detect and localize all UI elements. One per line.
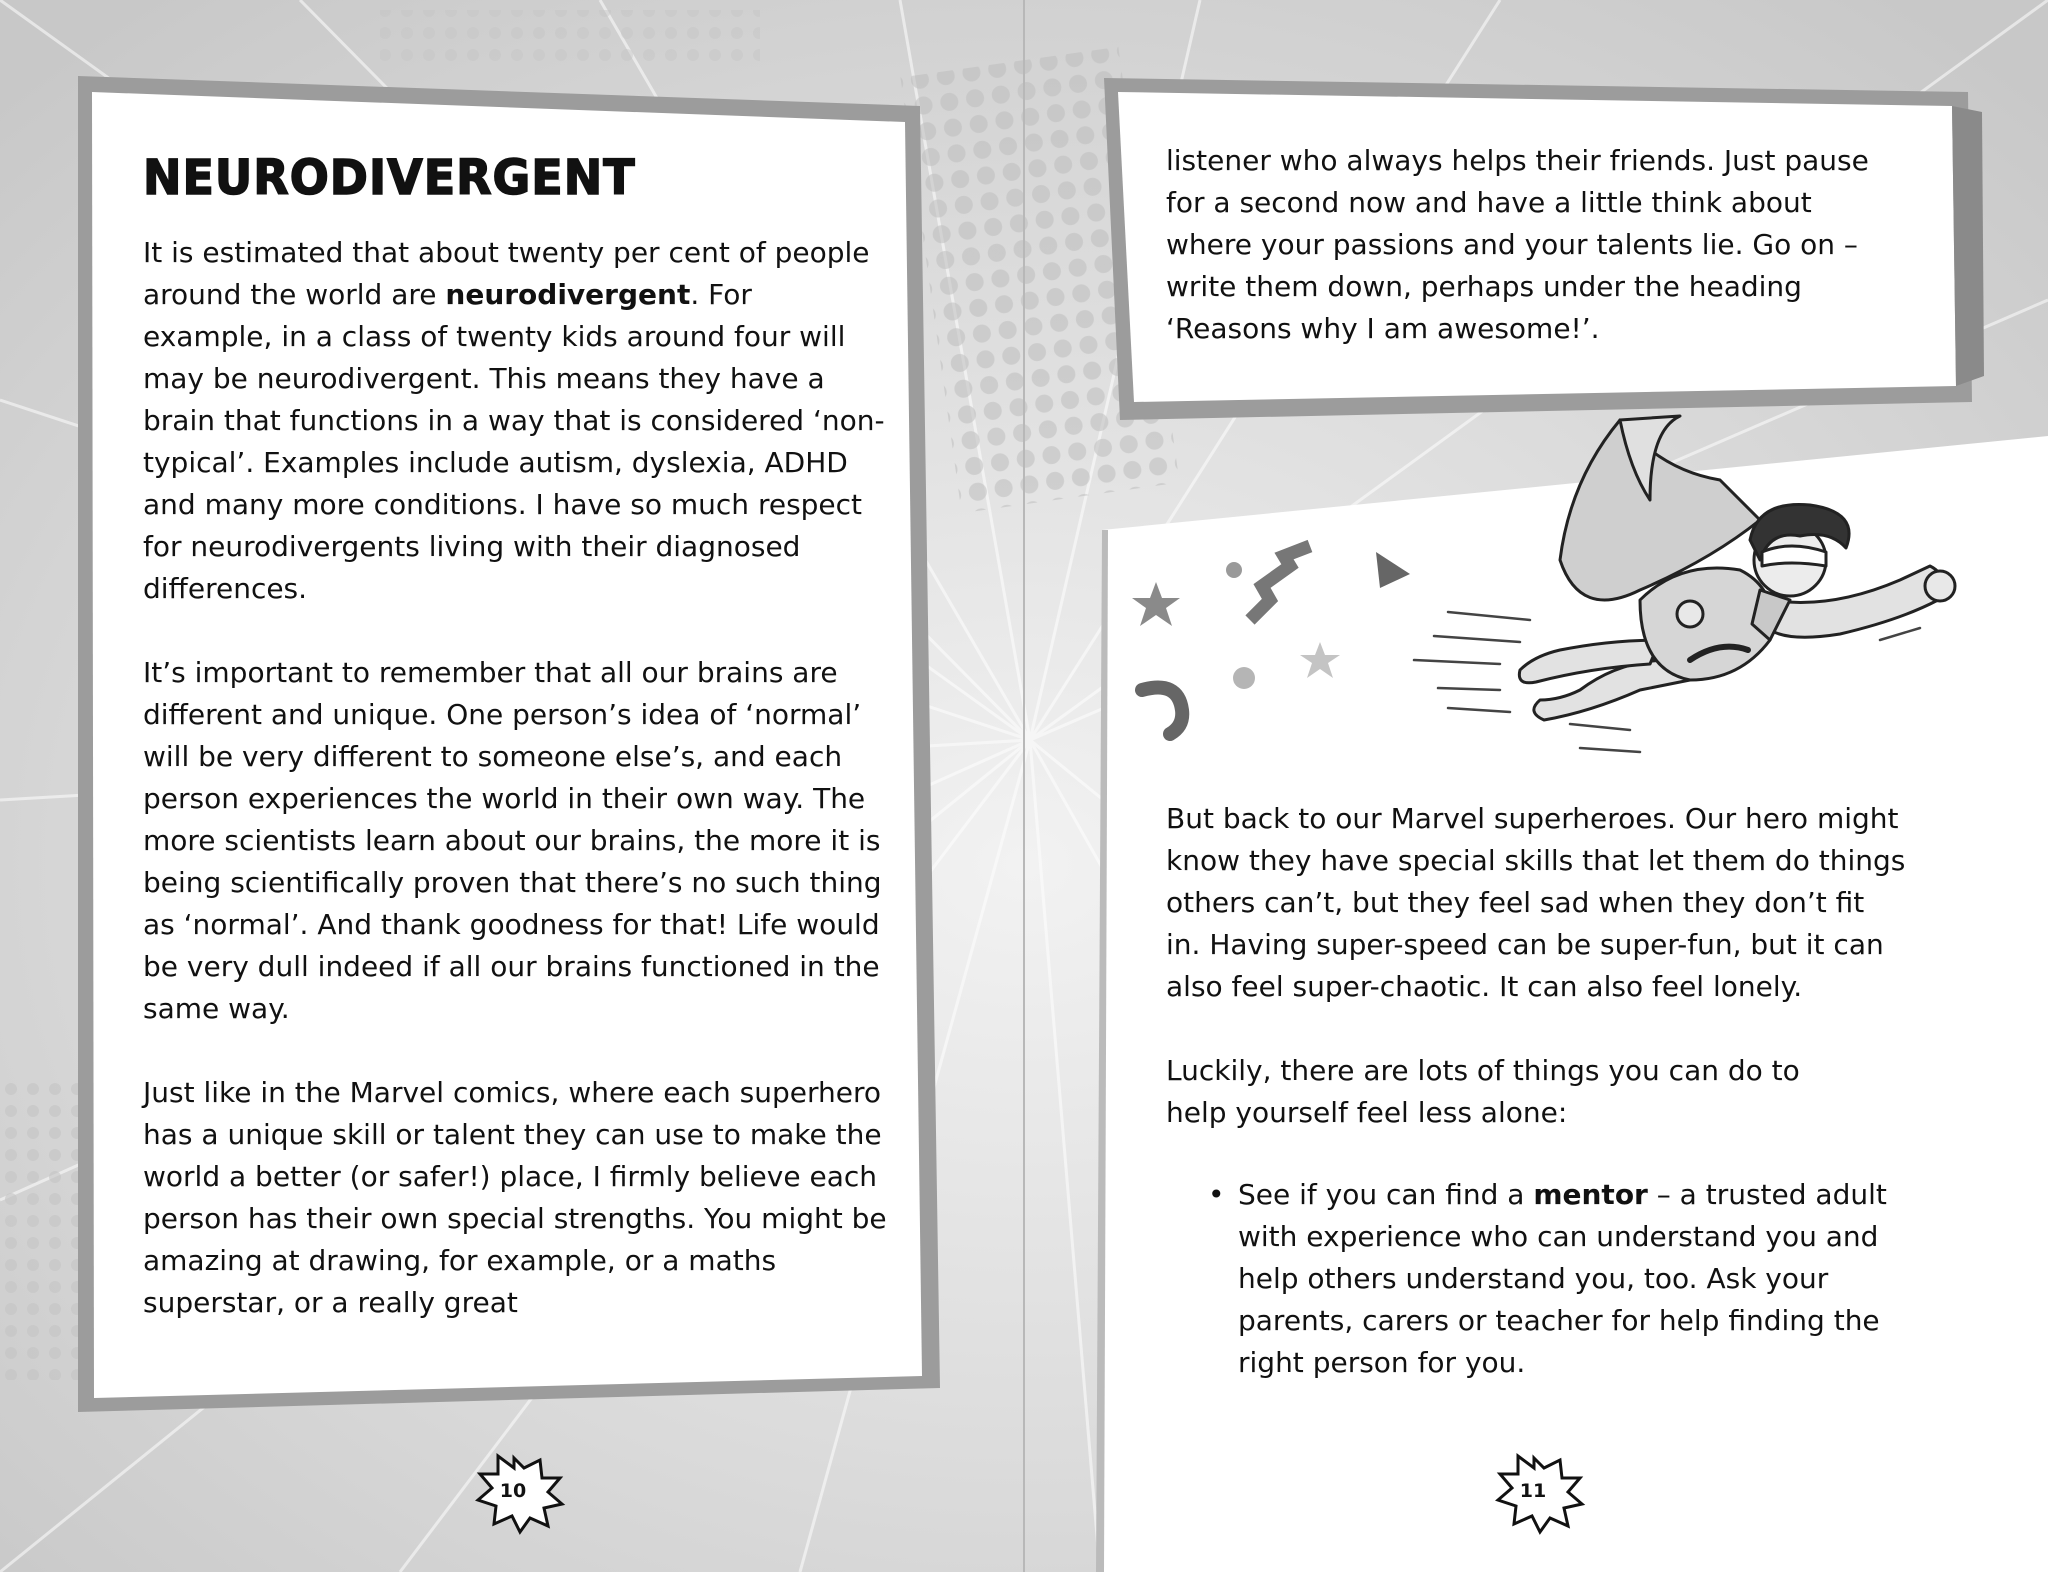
text-run: See if you can find a <box>1238 1178 1534 1211</box>
text-run: – a trusted adult with experience who can understand you and help others understand you, too. Ask your parents, carers or teacher for help finding the right person for you. <box>1238 1178 1887 1379</box>
left-paragraph-3 <box>143 1072 888 1324</box>
dot-icon <box>1226 562 1242 578</box>
paragraph-text: Just like in the Marvel comics, where each superhero has a unique skill or talent they can use to make the world a better (or safer!) place, I firmly believe each person has their own special strengths. You might be amazing at drawing, for example, or a maths superstar, or a really great <box>143 1076 887 1319</box>
left-paragraph-1 <box>143 232 888 610</box>
right-top-box-text <box>1166 140 1906 350</box>
text-run: It is estimated that about twenty per cent of people around the world are <box>143 236 870 311</box>
page-number-right: 11 <box>1519 1480 1547 1502</box>
paragraph-text: Luckily, there are lots of things you can do to help yourself feel less alone: <box>1166 1054 1800 1129</box>
bullet-icon: • <box>1208 1178 1225 1211</box>
page-number-left: 10 <box>499 1480 527 1502</box>
paragraph-text: It’s important to remember that all our brains are different and unique. One person’s idea of ‘normal’ will be very different to someone else’s, and each person experiences the world in their own way. The more scientists learn about our brains, the more it is being scientifically proven that there’s no such thing as ‘normal’. And thank goodness for that! Life would be very dull indeed if all our brains functioned in the same way. <box>143 656 882 1025</box>
keyword-neurodivergent: neurodivergent <box>445 278 691 311</box>
left-paragraph-2 <box>143 652 888 1030</box>
paragraph-text: But back to our Marvel superheroes. Our hero might know they have special skills that let them do things others can’t, but they feel sad when they don’t fit in. Having super-speed can be super-fun, but it can also feel super-chaotic. It can also feel lonely. <box>1166 802 1906 1003</box>
dot-icon <box>1233 667 1255 689</box>
right-paragraph-2 <box>1166 1050 1806 1134</box>
bullet-list <box>1208 1174 1918 1384</box>
text-run: . For example, in a class of twenty kids around four will may be neurodivergent. This means they have a brain that functions in a way that is considered ‘non-typical’. Examples include autism, dyslexia, ADHD and many more conditions. I have so much respect for neurodivergents living with their diagnosed differences. <box>143 278 885 605</box>
keyword-mentor: mentor <box>1533 1178 1648 1211</box>
paragraph-text: listener who always helps their friends. Just pause for a second now and have a little think about where your passions and your talents lie. Go on – write them down, perhaps under the heading ‘Reasons why I am awesome!’. <box>1166 144 1869 345</box>
list-item <box>1208 1174 1918 1384</box>
right-paragraph-1 <box>1166 798 1906 1008</box>
page-heading: NEURODIVERGENT <box>143 148 636 206</box>
